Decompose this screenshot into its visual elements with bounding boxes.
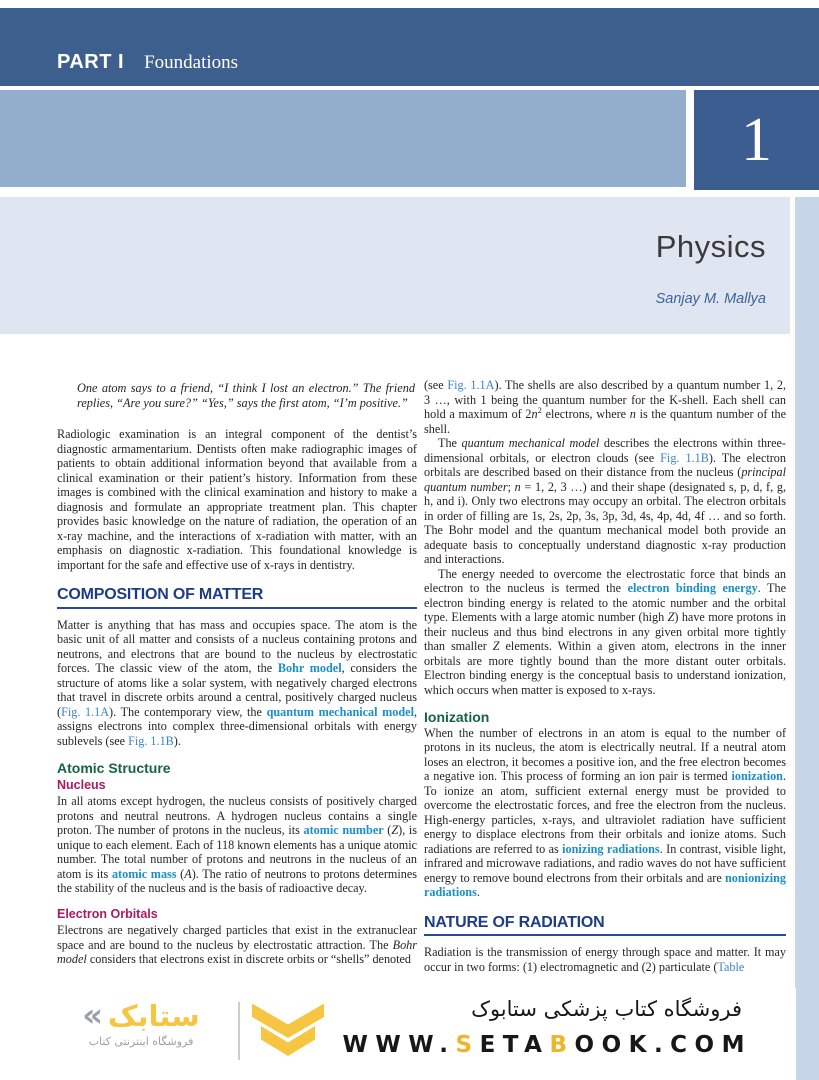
text-column-left [57,378,417,967]
logo-subtitle: فروشگاه اینترنتی کتاب [88,1035,194,1048]
run-in-heading: Nucleus [57,777,106,792]
cross-reference-link: Table [717,959,745,974]
logo-arrow-icon: « [82,996,103,1034]
key-term: ionizing radiations [562,841,660,856]
key-term: ionization [731,769,783,783]
paragraph: Radiologic examination is an integral component of the dentist’s diagnostic armamentarium. Dentists often make radiographic images of patients to obtain additional information beyond that available from a clinical examination or their patient’s history. Information from these images is combined with the clinical examination and history to make a diagnosis and formulate an appropriate treatment plan. This chapter provides basic knowledge on the nature of radiation, the operation of an x-ray machine, and the interactions of x-radiation with matter, with an emphasis on diagnostic x-radiation. This foundational knowledge is important for the safe and effective use of x-rays in dentistry. [57,427,417,572]
page-body [0,378,795,990]
part-title: Foundations [144,52,239,73]
key-term: nonionizing radiations [424,870,786,899]
paragraph: Radiation is the transmission of energy through space and matter. It may occur in two forms: (1) electromagnetic and (2) particulate (Table [424,945,786,974]
key-term: Bohr model [277,661,342,675]
paragraph: The energy needed to overcome the electrostatic force that binds an electron to the nucleus is termed the electron binding energy. The electron binding energy is related to the atomic number and the orbital type. Elements with a large atomic number (high Z) have more protons in their nucleus and thus bind electrons in any given orbital more tightly than smaller Z elements. Within a given atom, electrons in the inner orbitals are more tightly bound than the more distant outer orbitals. Electron binding energy is the conceptual basis to understand ionization, which occurs when matter is exposed to x-rays. [424,566,787,697]
part-header-bar [0,8,819,86]
url-segment: OOK.COM [574,1032,752,1058]
cross-reference-link: Fig. 1.1B [128,733,174,748]
chapter-author: Sanjay M. Mallya [655,291,766,307]
setabook-logo [48,998,234,1048]
subsection-heading: Atomic Structure [57,760,171,776]
bookstore-watermark-footer [0,988,796,1080]
subsection-heading: Ionization [424,709,490,725]
text-column-right [424,378,786,974]
paragraph: In all atoms except hydrogen, the nucleus consists of positively charged protons and neutral neutrons. A hydrogen nucleus contains a single proton. The number of protons in the nucleus, its atomic number (Z), is unique to each element. Each of 118 known elements has a unique atomic number. The total number of protons and neutrons in the nucleus of an atom is its atomic mass (A). The ratio of neutrons to protons determines the stability of the nucleus and is the basis of radioactive decay. [57,794,418,895]
key-term: electron binding energy [627,581,758,595]
logo-wordmark: ستابک [107,999,200,1033]
section-heading: NATURE OF RADIATION [424,916,786,937]
key-term: atomic mass [111,866,177,881]
part-label: PART I [57,51,125,73]
paragraph: When the number of electrons in an atom is equal to the number of protons in its nucleus, the atom is electrically neutral. If a neutral atom loses an electron, it becomes a positive ion, and the free electron becomes a negative ion. This process of forming an ion pair is termed ionization. To ionize an atom, sufficient external energy must be provided to overcome the electrostatic forces, and free the electron from the nucleus. High-energy particles, x-rays, and ultraviolet radiation have sufficient energy to displace electrons from their orbitals and ionize atoms. Such radiations are referred to as ionizing radiations. In contrast, visible light, infrared and microwave radiations, and radio waves do not have sufficient energy to remove bound electrons from their orbitals and are nonionizing radiations. [424,725,787,899]
url-segment: ETA [479,1032,550,1058]
cross-reference-link: Fig. 1.1B [660,450,709,465]
paragraph: Electrons are negatively charged particles that exist in the extranuclear space and are bound to the nucleus by electrostatic attraction. The Bohr model considers that electrons exist in discrete orbits or “shells” denoted [57,923,417,966]
run-in-heading: Electron Orbitals [57,906,158,921]
logo-divider [238,1002,240,1060]
chapter-title: Physics [655,229,766,264]
paragraph: The quantum mechanical model describes the electrons within three-dimensional orbitals, or electron clouds (see Fig. 1.1B). The electron orbitals are described based on their distance from the nucleus (principal quantum number; n = 1, 2, 3 …) and their shape (designated s, p, d, f, g, h, and i). Only two electrons may occupy an orbital. The electron orbitals in order of filling are 1s, 2s, 2p, 3s, 3p, 3d, 4s, 4p, 4d, 4f … and so forth. The Bohr model and the quantum mechanical model both provide an adequate basis to conceptually understand diagnostic x-ray production and interactions. [424,436,786,566]
section-heading: COMPOSITION OF MATTER [57,588,417,609]
page-edge-strip [795,197,819,1080]
epigraph-quote: One atom says to a friend, “I think I lost an electron.” The friend replies, “Are you sure?” “Yes,” says the first atom, “I’m positive.” [77,381,415,410]
key-term: quantum mechanical model [266,704,414,719]
setabook-chevron-icon [250,1002,326,1062]
store-url [343,1032,753,1058]
url-segment: B [549,1032,575,1058]
key-term: atomic number [303,823,384,837]
cross-reference-link: Fig. 1.1A [447,378,495,392]
store-tagline: فروشگاه کتاب پزشکی ستابوک [471,997,742,1021]
paragraph: (see Fig. 1.1A). The shells are also described by a quantum number 1, 2, 3 …, with 1 being the quantum number for the K-shell. Each shell can hold a maximum of $2n^2$ electrons, where n is the quantum number of the shell. [424,378,787,436]
cross-reference-link: Fig. 1.1A [61,704,110,719]
chapter-number-box [694,90,819,190]
chapter-title-band [0,197,790,334]
url-segment: S [455,1032,480,1058]
chapter-banner-band [0,90,686,187]
url-segment: WWW. [342,1032,456,1058]
chapter-number: 1 [741,105,772,174]
paragraph: Matter is anything that has mass and occupies space. The atom is the basic unit of all matter and consists of a nucleus containing protons and neutrons, and electrons that are bound to the nucleus by electrostatic forces. The classic view of the atom, the Bohr model, considers the structure of atoms like a solar system, with negatively charged electrons that travel in discrete orbits around a central, positively charged nucleus (Fig. 1.1A). The contemporary view, the quantum mechanical model, assigns electrons into complex three-dimensional orbitals with energy sublevels (see Fig. 1.1B). [57,617,418,748]
